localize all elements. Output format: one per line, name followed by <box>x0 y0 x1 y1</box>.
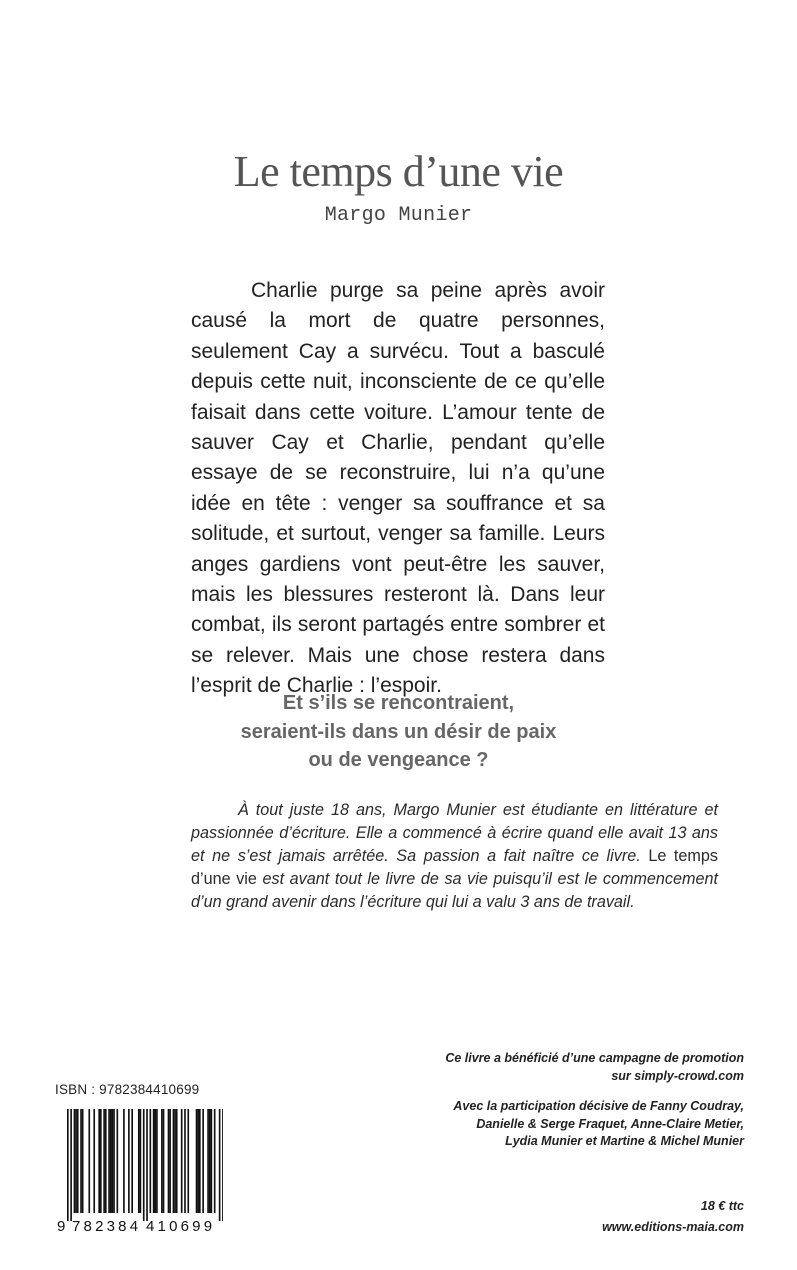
barcode-bar <box>113 1109 115 1213</box>
barcode-bar <box>199 1109 201 1213</box>
barcode-bar <box>202 1109 204 1213</box>
barcode-bar <box>154 1109 156 1213</box>
barcode-bar <box>93 1109 95 1213</box>
barcode-bar <box>75 1109 77 1213</box>
bio-title-ref: Le temps d’une vie <box>191 847 718 888</box>
barcode-bar <box>163 1109 165 1213</box>
barcode-bar <box>110 1109 112 1213</box>
price-block <box>444 1196 744 1238</box>
promo-note <box>384 1050 744 1085</box>
barcode-bar <box>103 1109 105 1213</box>
thanks-line: Danielle & Serge Fraquet, Anne-Claire Metier, <box>476 1116 744 1131</box>
barcode-bar <box>214 1109 216 1213</box>
bio-part: À tout juste 18 ans, Margo Munier est étudiante en littérature et passionnée d’écriture. Elle a commencé à écrire quand elle avait 13 ans et ne s’est jamais arrêtée. Sa passion a fait naître ce livre. <box>191 801 718 865</box>
tagline <box>0 689 797 775</box>
barcode-bar <box>131 1109 133 1213</box>
barcode <box>55 1107 223 1234</box>
price: 18 € ttc <box>700 1199 744 1213</box>
barcode-digits-left: 782384 <box>72 1218 142 1234</box>
author-bio <box>191 799 718 914</box>
barcode-bar <box>82 1109 84 1213</box>
barcode-bar <box>146 1109 148 1221</box>
barcode-bar <box>161 1109 163 1213</box>
barcode-bar <box>176 1109 178 1213</box>
isbn-label: ISBN : 9782384410699 <box>55 1082 200 1097</box>
author-name: Margo Munier <box>324 204 473 227</box>
barcode-bar <box>184 1109 186 1213</box>
barcode-bar <box>187 1109 189 1213</box>
barcode-bar <box>219 1109 221 1221</box>
barcode-bar <box>173 1109 175 1213</box>
barcode-bar <box>181 1109 183 1213</box>
barcode-bar <box>77 1109 79 1213</box>
tagline-line: ou de vengeance ? <box>308 749 489 771</box>
barcode-bar <box>207 1109 209 1213</box>
barcode-digit-lead: 9 <box>57 1218 66 1234</box>
barcode-bar <box>88 1109 90 1213</box>
book-title: Le temps d’une vie <box>233 147 564 196</box>
tagline-line: seraient-ils dans un désir de paix <box>240 720 557 743</box>
thanks-line: Avec la participation décisive de Fanny Coudray, <box>453 1099 744 1113</box>
barcode-digits-right: 410699 <box>146 1218 216 1234</box>
barcode-bar <box>74 1109 76 1213</box>
barcode-bar <box>67 1109 69 1221</box>
barcode-bar <box>117 1109 119 1213</box>
barcode-bar <box>70 1109 72 1221</box>
barcode-bar <box>105 1109 107 1213</box>
barcode-bar <box>140 1109 142 1213</box>
barcode-bar <box>174 1109 176 1213</box>
barcode-bar <box>123 1109 125 1213</box>
promo-line: Ce livre a bénéficié d’une campagne de promotion <box>445 1051 744 1065</box>
barcode-bar <box>156 1109 158 1213</box>
barcode-bar <box>222 1109 223 1221</box>
barcode-bar <box>80 1109 82 1213</box>
isbn-block <box>55 1082 223 1234</box>
barcode-bar <box>153 1109 155 1213</box>
barcode-bar <box>143 1109 145 1221</box>
barcode-bar <box>169 1109 171 1213</box>
barcode-bar <box>211 1109 213 1213</box>
barcode-bar <box>197 1109 199 1213</box>
bio-part: est avant tout le livre de sa vie puisqu’il est le commencement d’un grand avenir dans l’écriture qui lui a valu 3 ans de travail. <box>191 870 718 911</box>
synopsis-text: Charlie purge sa peine après avoir causé la mort de quatre personnes, seulement Cay a survécu. Tout a basculé depuis cette nuit, inconsciente de ce qu’elle faisait dans cette voiture. L’amour tente de sauver Cay et Charlie, pendant qu’elle essaye de se reconstruire, lui n’a qu’une idée en tête : venger sa souffrance et sa solitude, et surtout, venger sa famille. Leurs anges gardiens vont peut-être les sauver, mais les blessures resteront là. Dans leur combat, ils seront partagés entre sombrer et se relever. Mais une chose restera dans l’esprit de Charlie : l’espoir. <box>191 279 605 698</box>
barcode-bar <box>100 1109 102 1213</box>
barcode-bar <box>98 1109 100 1213</box>
barcode-bar <box>138 1109 140 1213</box>
publisher-website: www.editions-maia.com <box>602 1220 744 1234</box>
barcode-bar <box>112 1109 114 1213</box>
promo-line: sur simply-crowd.com <box>611 1068 744 1083</box>
thanks-note <box>364 1098 744 1151</box>
barcode-bars <box>67 1109 223 1221</box>
barcode-bar <box>108 1109 110 1213</box>
barcode-bar <box>196 1109 198 1213</box>
barcode-bar <box>150 1109 152 1213</box>
barcode-bar <box>168 1109 170 1213</box>
thanks-line: Lydia Munier et Martine & Michel Munier <box>505 1134 744 1148</box>
barcode-bar <box>209 1109 211 1213</box>
barcode-bar <box>128 1109 130 1213</box>
tagline-line: Et s’ils se rencontraient, <box>282 692 515 714</box>
